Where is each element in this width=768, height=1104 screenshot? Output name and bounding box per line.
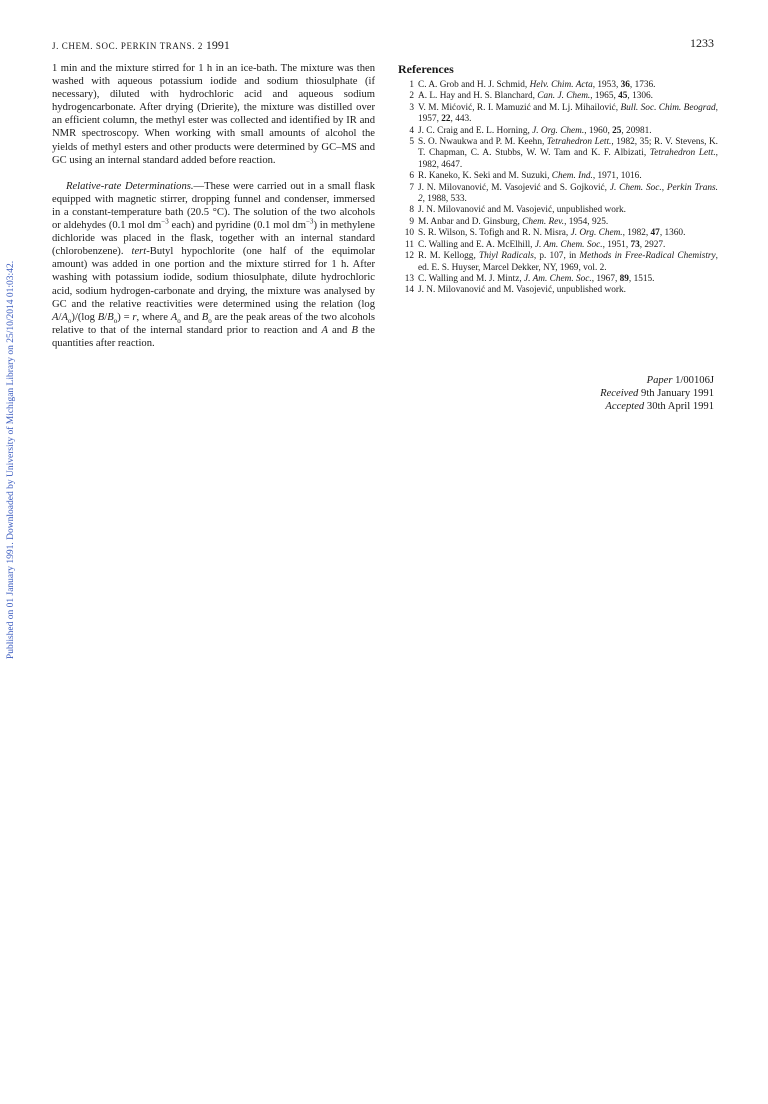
reference-item (398, 217, 718, 228)
reference-text (418, 285, 718, 296)
reference-text (418, 137, 718, 171)
text-run: are the peak areas of the two alcohols relative to that of the internal standard prior to reaction and (52, 311, 376, 336)
reference-text-run: M. Anbar and D. Ginsburg, (418, 216, 523, 227)
reference-text (418, 183, 718, 206)
reference-text-run: , 1982, 4647. (418, 148, 718, 170)
reference-text (418, 80, 718, 91)
reference-text (418, 103, 718, 126)
superscript: −3 (305, 217, 314, 226)
volume-number: 47 (650, 228, 660, 239)
download-note[interactable]: Published on 01 January 1991. Downloaded by University of Michigan Library on 25/10/2014 01:03:42. (6, 260, 17, 660)
reference-number: 13 (404, 273, 414, 284)
journal-title: Thiyl Radicals (478, 251, 534, 262)
math-var: B (201, 311, 209, 323)
math-var: A (61, 311, 68, 323)
received-date: 9th January (641, 388, 691, 399)
volume-number: 89 (619, 273, 629, 284)
reference-text-run: , 1306. (627, 91, 653, 102)
reference-text-run: , 1515. (628, 273, 655, 284)
reference-text-run: , 1953, (592, 80, 621, 90)
reference-text-run: , 1965, (590, 91, 619, 102)
reference-list (398, 80, 718, 297)
reference-item (398, 80, 718, 91)
page-number: 1233 (690, 36, 714, 50)
text-run: and (180, 311, 202, 323)
reference-text-run: , 1957, (418, 102, 718, 125)
reference-number: 4 (409, 125, 414, 136)
journal-title: Can. J. Chem. (537, 91, 591, 102)
math-var: B (351, 324, 358, 336)
accepted-label: Accepted (605, 401, 645, 412)
reference-text-run: J. N. Milovanović and M. Vasojević, unpublished work. (418, 285, 626, 296)
reference-text-run: C. Walling and E. A. McElhill, (418, 239, 535, 250)
text-run: ) = (117, 311, 133, 323)
reference-text (418, 171, 718, 182)
reference-number: 7 (409, 182, 414, 193)
reference-item (398, 126, 718, 137)
reference-item (398, 228, 718, 239)
reference-text-run: , 1982, (622, 228, 651, 239)
reference-item (398, 285, 718, 296)
reference-number: 8 (409, 205, 414, 216)
reference-text-run: J. C. Craig and E. L. Horning, (418, 125, 533, 136)
journal-year: 1991 (205, 38, 230, 52)
reference-item (398, 103, 718, 126)
reference-text-run: R. M. Kellogg, (418, 251, 479, 262)
reference-text (418, 205, 718, 216)
reference-number: 12 (404, 251, 414, 262)
paper-info (600, 374, 714, 413)
reference-item (398, 240, 718, 251)
reference-text-run: J. N. Milovanović, M. Vasojević and S. Gojković, (418, 182, 610, 193)
reference-text-run: C. A. Grob and H. J. Schmid, (418, 80, 530, 90)
volume-number: 25 (612, 125, 622, 136)
paragraph-methods: 1 min and the mixture stirred for 1 h in an ice-bath. The mixture was then washed with aqueous potassium iodide and sodium thiosulphate (if necessary), diluted with hydrochloric acid and aqueous sodium hydrogencarbonate. After drying (Drierite), the mixture was distilled over an efficient column, the methyl ester was collected and identified by IR and NMR spectroscopy. When working with small amounts of alcohol the yields of methyl esters and other products were determined by GC–MS and GC using an internal standard added before reaction. (52, 63, 375, 166)
accepted-date: 30th April (646, 401, 691, 412)
volume-number: 45 (618, 91, 628, 102)
reference-item (398, 137, 718, 171)
journal-title: Methods in Free-Radical Chemistry (579, 251, 716, 262)
math-var: A (170, 311, 178, 323)
text-run: the quantities after reaction. (52, 324, 375, 349)
paragraph-relative-rate: Relative-rate Determinations.—These were carried out in a small flask equipped with magnetic stirrer, dropping funnel and condenser, immersed in a constant-temperature bath (20.5 °C). The solution of the two alcohols or aldehydes (0.1 mol $dm^{-3}$ each) and pyridine (0.1 mol $dm^{-3}$) in methylene dichloride was placed in the flask, together with an internal standard (chlorobenzene). tert-Butyl hypochlorite (one half of the equimolar amount) was added in one portion and the mixture stirred for 1 h. After washing with potassium iodide, sodium thiosulphate, dilute hydrochloric acid, sodium hydrogen-carbonate and drying, the mixture was analysed by GC and the relative reactivities were determined using the relation (log $A/A_o)/(\log$ $B/B_o) = r$, where $A_o$ and $B_o$ are the peak areas of the two alcohols relative to that of the internal standard prior to reaction and A and B the quantities after reaction. (52, 180, 376, 349)
reference-number: 3 (409, 102, 414, 113)
math-var: A (52, 311, 59, 323)
superscript: −3 (161, 217, 169, 226)
reference-text-run: , 1960, (584, 125, 613, 136)
reference-text (418, 91, 718, 102)
reference-item (398, 274, 718, 285)
download-watermark (2, 200, 20, 720)
reference-text (418, 126, 718, 137)
reference-number: 11 (405, 239, 414, 250)
references-heading: References (398, 62, 454, 76)
reference-text-run: A. L. Hay and H. S. Blanchard, (418, 91, 538, 102)
reference-number: 5 (409, 137, 414, 148)
running-header (52, 38, 230, 53)
reference-number: 10 (404, 228, 414, 239)
reference-text-run: , 1736. (629, 80, 656, 90)
reference-item (398, 171, 718, 182)
journal-title: Tetrahedron Lett. (546, 137, 612, 148)
reference-item (398, 91, 718, 102)
reference-text (418, 228, 718, 239)
subscript: o (113, 316, 118, 325)
volume-number: 22 (441, 114, 451, 125)
volume-number: 36 (620, 80, 630, 90)
journal-title: Helv. Chim. Acta (529, 80, 593, 90)
journal-title: J. Am. Chem. Soc. (534, 239, 603, 250)
reference-text (418, 274, 718, 285)
text-run: and (327, 324, 352, 336)
math-var: B (97, 311, 105, 323)
reference-text-run: S. R. Wilson, S. Tofigh and R. N. Misra, (418, 228, 571, 239)
reference-text-run: , 1954, 925. (564, 216, 609, 227)
reference-text-run: , 1951, (602, 239, 631, 250)
italic-text: tert (131, 246, 147, 258)
paper-label: Paper (646, 375, 673, 386)
reference-text-run: , 1988, 533. (422, 194, 467, 205)
text-run: , where (136, 311, 171, 323)
reference-text-run: , 1360. (659, 228, 686, 239)
reference-number: 2 (409, 91, 414, 102)
reference-text-run: , 1971, 1016. (592, 171, 642, 182)
journal-title: Chem. Ind. (551, 171, 593, 182)
reference-number: 1 (409, 80, 414, 90)
received-year: 1991 (692, 388, 714, 399)
reference-text (418, 251, 718, 274)
reference-text-run: , 20981. (621, 125, 652, 136)
accepted-year: 1991 (692, 401, 714, 412)
section-title: Relative-rate Determinations. (66, 180, 194, 192)
reference-text-run: , 443. (450, 114, 472, 125)
reference-text-run: , p. 107, in (533, 251, 580, 262)
text-run: -Butyl hypochlorite (one half of the equimolar amount) was added in one portion and the mixture stirred for 1 h. After washing with potassium iodide, sodium thiosulphate, dilute hydrochloric acid, sodium hydrogen-carbonate and drying, the mixture was analysed by GC and the relative reactivities were determined using the relation (log (52, 246, 375, 310)
journal-title: J. Am. Chem. Soc. (524, 273, 592, 284)
reference-text-run: V. M. Mićović, R. I. Mamuzić and M. Lj. Mihailović, (418, 102, 621, 113)
text-run: —These were carried out in a small flask equipped with magnetic stirrer, dropping funnel and condenser, immersed in a constant-temperature bath (20.5 °C). The solution of the two alcohols or aldehydes (0.1 mol dm (52, 180, 375, 232)
paper-id: 1/00106J (675, 375, 714, 386)
reference-text (418, 240, 718, 251)
reference-text-run: , 1967, (591, 273, 620, 284)
reference-text (418, 217, 718, 228)
reference-item (398, 251, 718, 274)
subscript: o (67, 316, 72, 325)
journal-title: J. Org. Chem. (532, 125, 585, 136)
received-label: Received (600, 388, 639, 399)
reference-number: 9 (409, 216, 414, 227)
journal-title: Chem. Rev. (522, 216, 565, 227)
math-var: r (132, 311, 137, 323)
reference-item (398, 205, 718, 216)
reference-text-run: S. O. Nwaukwa and P. M. Keehn, (418, 137, 547, 148)
references-column (398, 62, 718, 297)
math-var: A (321, 324, 328, 336)
subscript: o (177, 316, 181, 325)
reference-number: 6 (409, 171, 414, 182)
text-run: each) and pyridine (0.1 mol dm (168, 220, 306, 232)
journal-title: J. Chem. Soc., Perkin Trans. 2 (418, 182, 718, 205)
reference-item (398, 183, 718, 206)
reference-number: 14 (404, 285, 414, 296)
reference-text-run: C. Walling and M. J. Mintz, (418, 273, 524, 284)
text-run: )/(log (71, 311, 98, 323)
journal-title: Tetrahedron Lett. (649, 148, 716, 159)
reference-text-run: , 1982, 35; R. V. Stevens, K. T. Chapman, C. A. Stubbs, W. W. Tam and K. F. Albizati, (418, 137, 718, 159)
journal-title: Bull. Soc. Chim. Beograd (620, 102, 716, 113)
journal-name: J. CHEM. SOC. PERKIN TRANS. 2 (52, 41, 204, 51)
journal-title: J. Org. Chem. (570, 228, 623, 239)
body-text-column (52, 62, 375, 350)
reference-text-run: J. N. Milovanović and M. Vasojević, unpublished work. (418, 205, 626, 216)
subscript: o (208, 316, 212, 325)
reference-text-run: , ed. E. S. Huyser, Marcel Dekker, NY, 1969, vol. 2. (418, 251, 718, 273)
reference-text-run: , 2927. (639, 239, 666, 250)
reference-text-run: R. Kaneko, K. Seki and M. Suzuki, (418, 171, 552, 182)
text-run: ) in methylene dichloride was placed in the flask, together with an internal standard (chlorobenzene). (52, 220, 375, 258)
math-var: B (107, 311, 114, 323)
volume-number: 73 (630, 239, 640, 250)
